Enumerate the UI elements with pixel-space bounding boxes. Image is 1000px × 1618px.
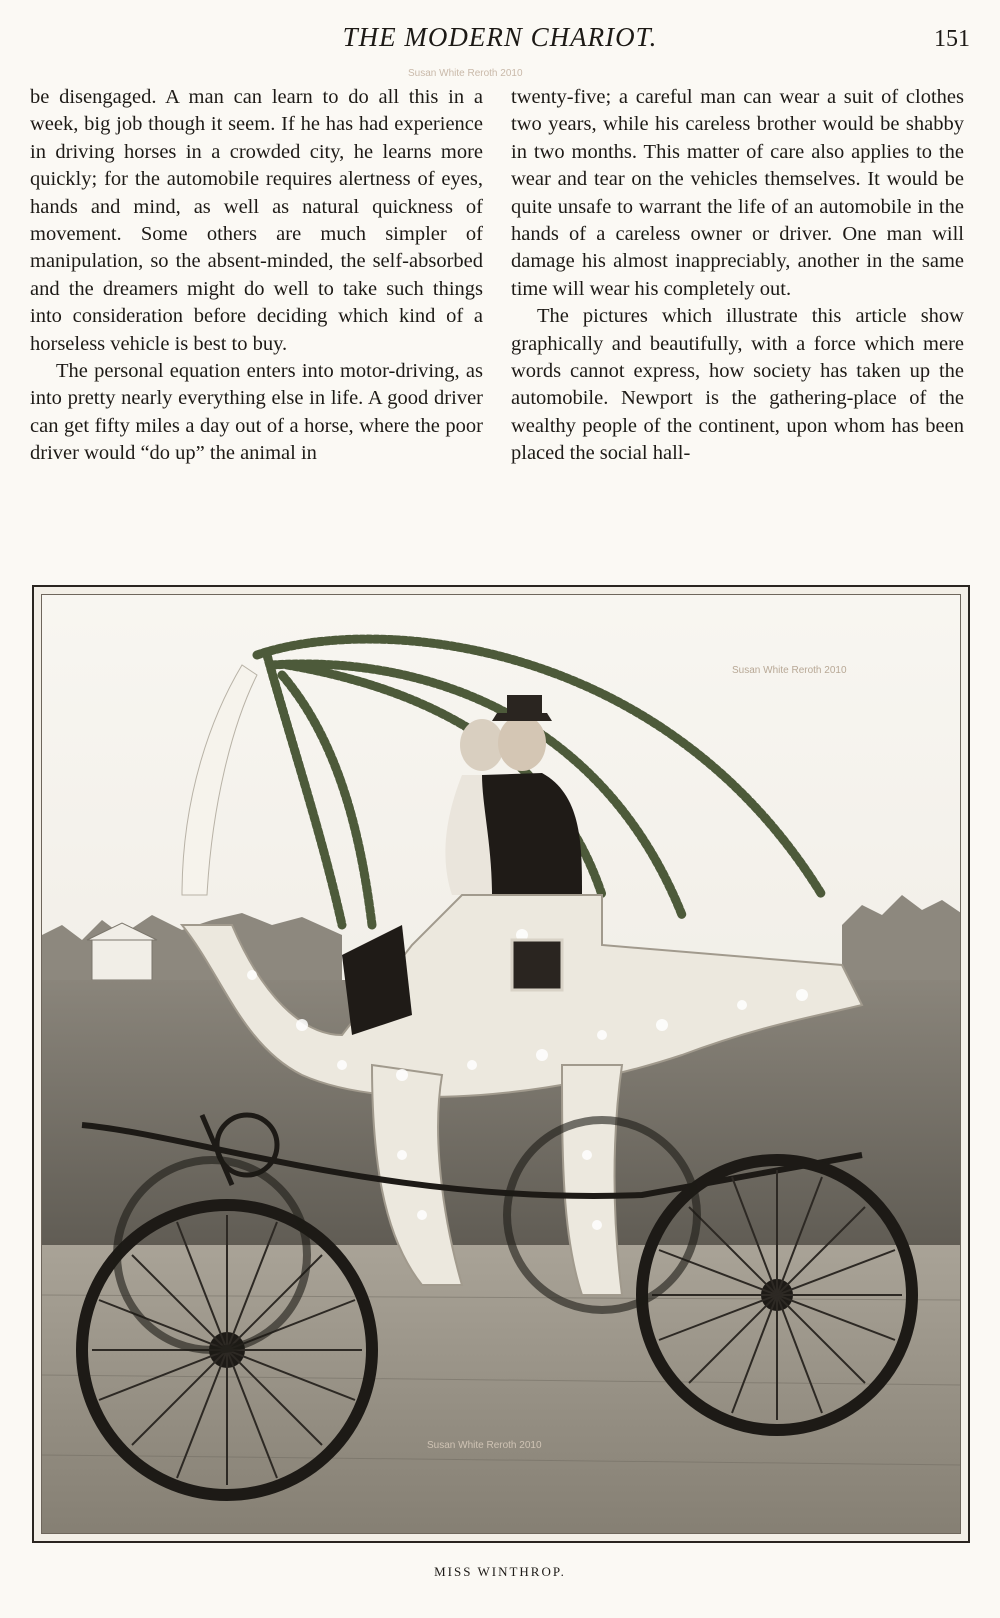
paragraph: be disengaged. A man can learn to do all this in a week, big job though it seem. If he has had experience in driving horses in a crowded city, he learns more quickly; for the automobile requires alertness of eyes, hands and mind, as well as natural quickness of movement. Some others are much simpler of manipulation, so the absent-minded, the self-absorbed and the dreamers might do well to take such things into consideration before deciding which kind of a horseless vehicle is best to buy.	[30, 86, 483, 355]
photograph	[41, 594, 961, 1534]
paragraph: The personal equation enters into motor-driving, as into pretty nearly everything else in life. A good driver can get fifty miles a day out of a horse, where the poor driver would “do up” the animal in	[30, 360, 483, 465]
figure-caption: MISS WINTHROP.	[434, 1564, 566, 1579]
article-body	[30, 84, 978, 554]
text-column-left	[30, 84, 483, 468]
paragraph: twenty-five; a careful man can wear a suit of clothes two years, while his careless brother would be shabby in two months. This matter of care also applies to the wear and tear on the vehicles themselves. It would be quite unsafe to warrant the life of an automobile in the hands of a careless owner or driver. One man will damage his almost inappreciably, another in the same time will wear his completely out.	[511, 86, 964, 300]
watermark-photo-upper: Susan White Reroth 2010	[732, 665, 847, 676]
watermark-photo-lower: Susan White Reroth 2010	[427, 1440, 542, 1451]
page-number: 151	[934, 26, 970, 52]
running-head	[0, 18, 1000, 58]
running-title: THE MODERN CHARIOT.	[342, 22, 658, 52]
text-column-right	[511, 84, 964, 468]
photo-plate	[32, 585, 970, 1543]
carriage-lamp	[512, 940, 562, 990]
watermark-top: Susan White Reroth 2010	[408, 68, 523, 79]
paragraph: The pictures which illustrate this article show graphically and beautifully, with a force which mere words cannot express, how society has taken up the automobile. Newport is the gathering-place of the wealthy people of the continent, upon whom has been placed the social hall-	[511, 305, 964, 465]
rear-wheel	[642, 1160, 912, 1430]
